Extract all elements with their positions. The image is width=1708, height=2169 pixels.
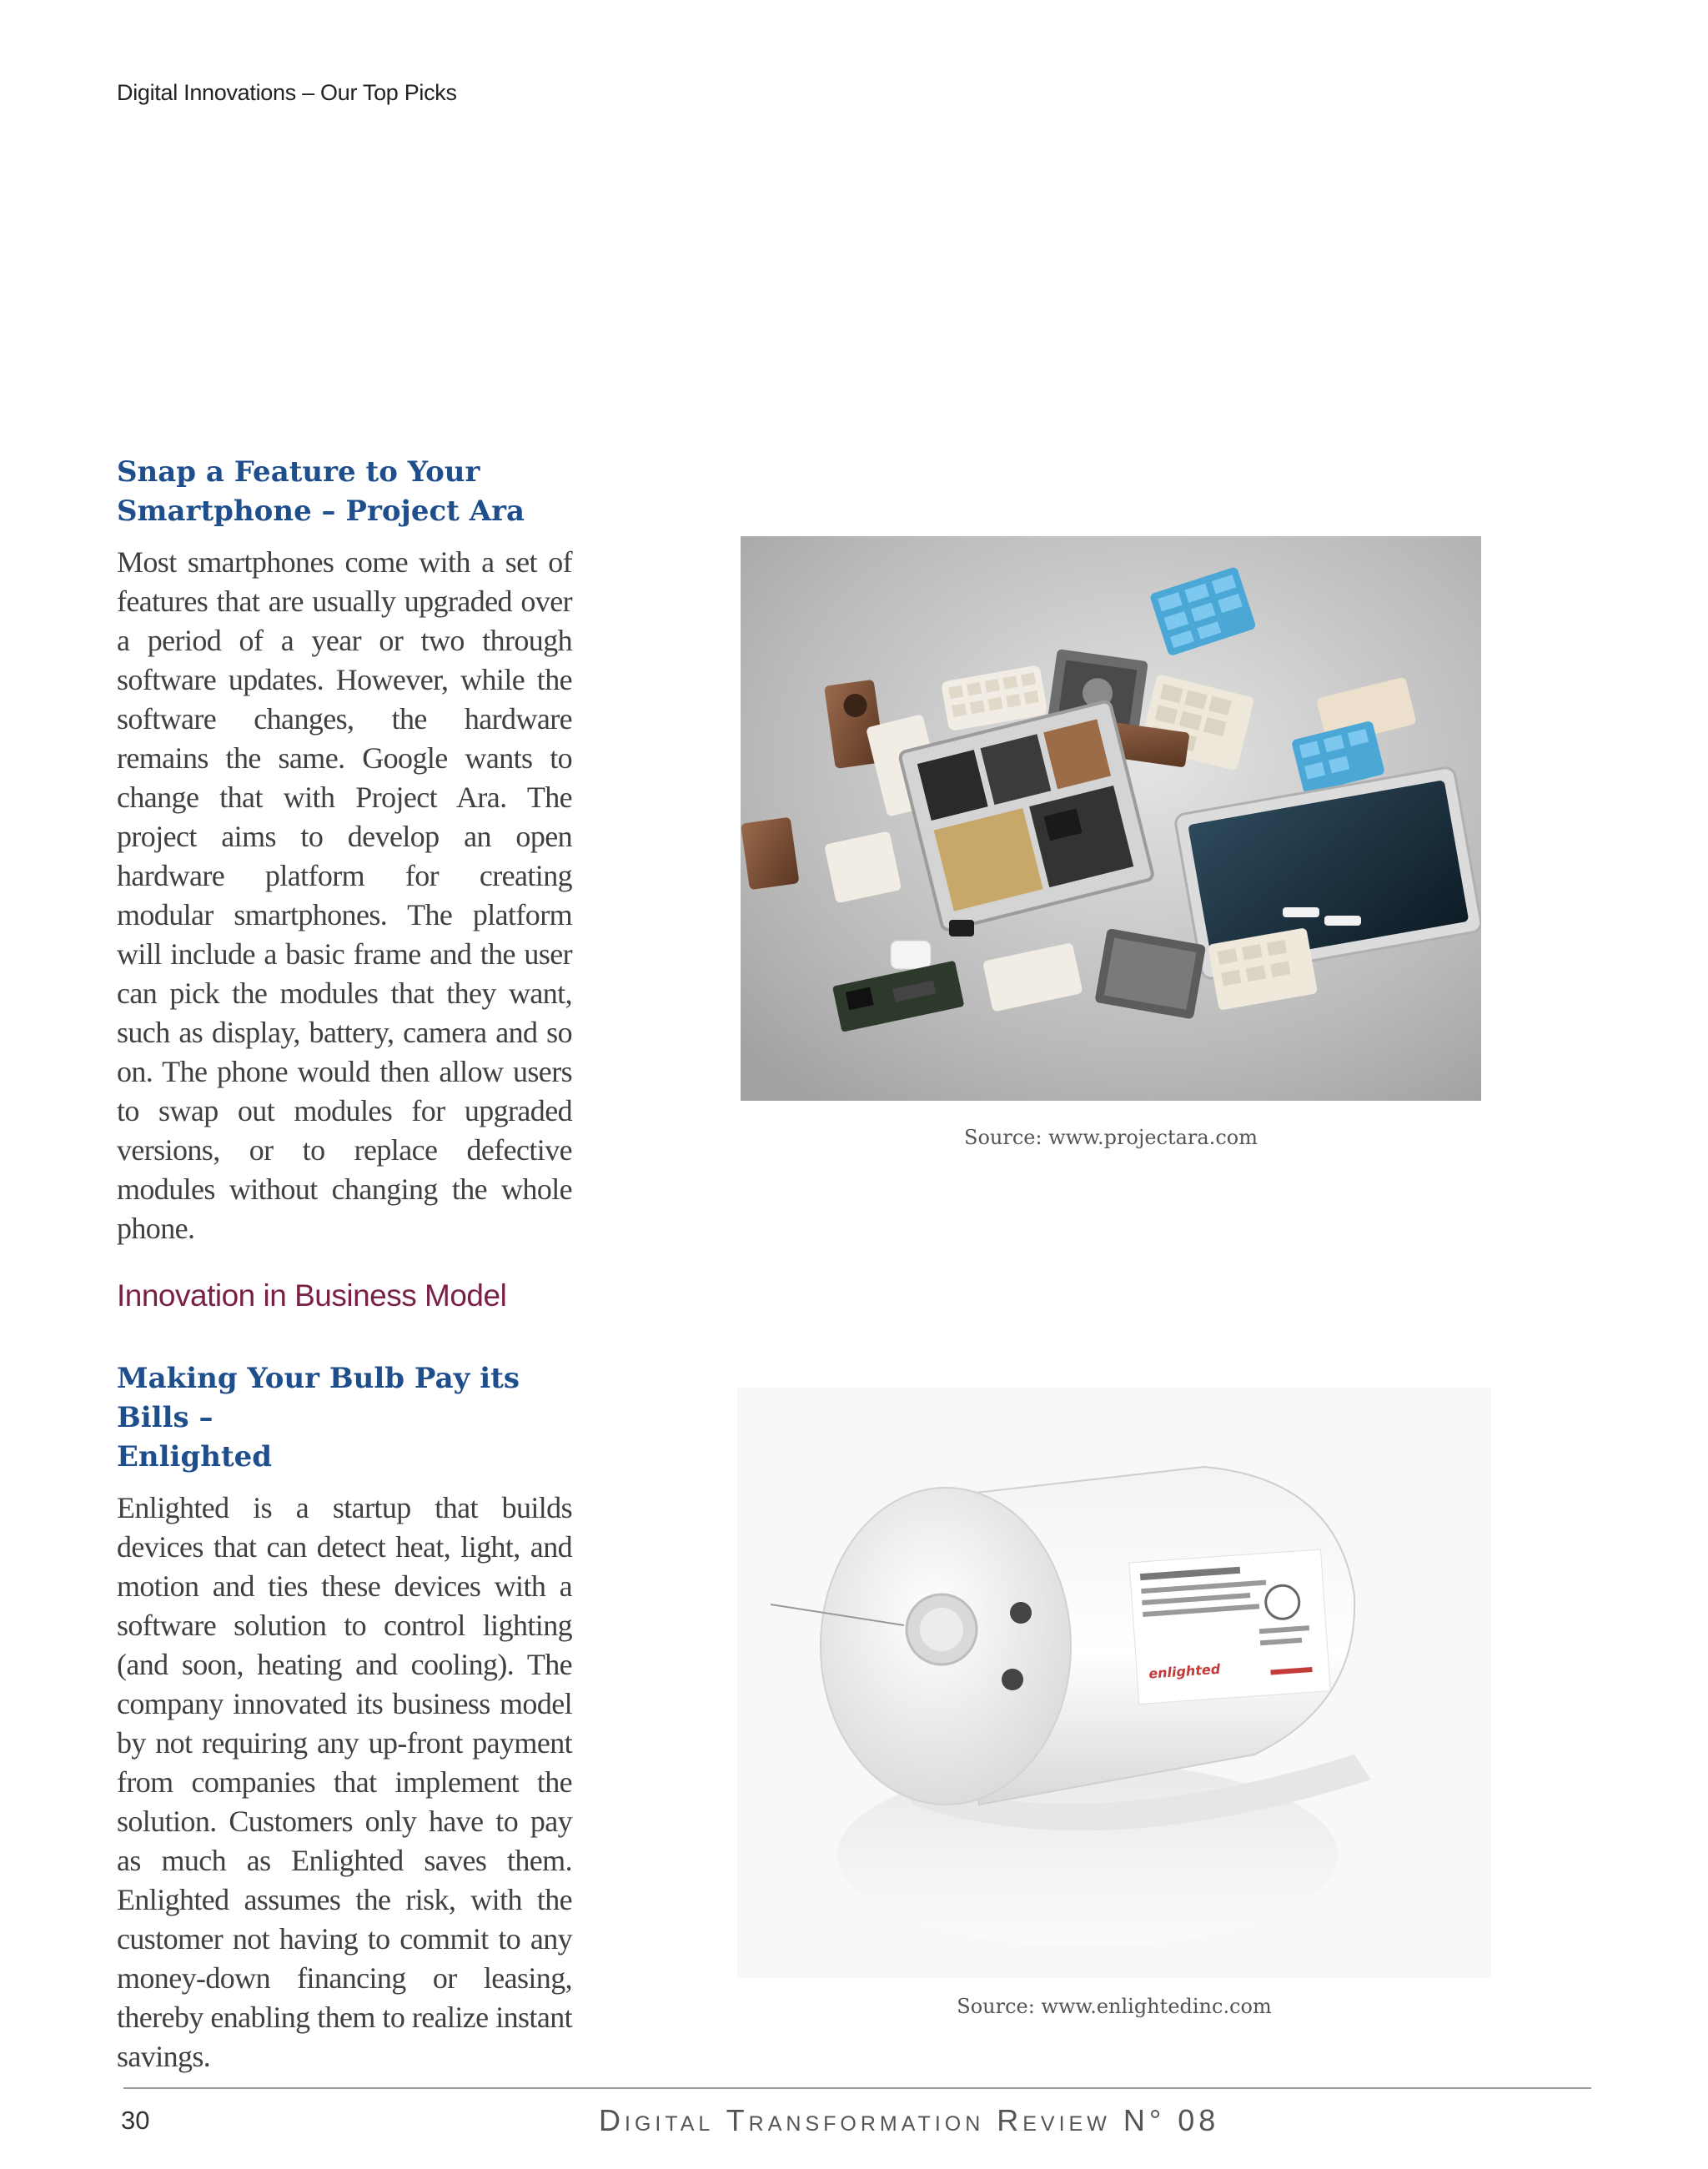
article-title-line-2: Smartphone – Project Ara bbox=[117, 495, 525, 528]
project-ara-modules-photo bbox=[741, 536, 1481, 1101]
article-title-line-1: Snap a Feature to Your bbox=[117, 455, 480, 489]
article-body: Enlighted is a startup that builds devices that can detect heat, light, and motion and ties these devices with a software solution to control lighting (and soon, heating and cooling). The company innovated its business model by not requiring any up-front payment from companies that implement the solution. Customers only have to pay as much as Enlighted saves them. Enlighted assumes the risk, with the customer not having to commit to any money-down financing or leasing, thereby enabling them to realize instant savings. bbox=[117, 1491, 572, 2073]
page-number: 30 bbox=[121, 2106, 150, 2135]
article-title-line-2: Enlighted bbox=[117, 1440, 273, 1474]
article-title bbox=[117, 1359, 572, 1477]
footer-rule bbox=[123, 2087, 1591, 2089]
running-header: Digital Innovations – Our Top Picks bbox=[117, 80, 457, 105]
section-heading: Innovation in Business Model bbox=[117, 1278, 507, 1313]
project-ara-caption: Source: www.projectara.com bbox=[964, 1126, 1258, 1149]
article-project-ara bbox=[117, 453, 572, 1248]
article-enlighted bbox=[117, 1359, 572, 2076]
enlighted-sensor-photo bbox=[737, 1388, 1491, 1978]
article-title-line-1: Making Your Bulb Pay its Bills – bbox=[117, 1362, 520, 1434]
device-brand-label: enlighted bbox=[1148, 1660, 1221, 1682]
article-body: Most smartphones come with a set of features that are usually upgraded over a period of a year or two through software updates. However, while the software changes, the hardware remains the same. Google wants to change that with Project Ara. The project aims to develop an open hardware platform for creating modular smartphones. The platform will include a basic frame and the user can pick the modules that they want, such as display, battery, camera and so on. The phone would then allow users to swap out modules for upgraded versions, or to replace defective modules without changing the whole phone. bbox=[117, 545, 572, 1245]
publication-title: Digital Transformation Review N° 08 bbox=[599, 2103, 1220, 2137]
article-title bbox=[117, 453, 572, 531]
enlighted-caption: Source: www.enlightedinc.com bbox=[957, 1995, 1272, 2018]
